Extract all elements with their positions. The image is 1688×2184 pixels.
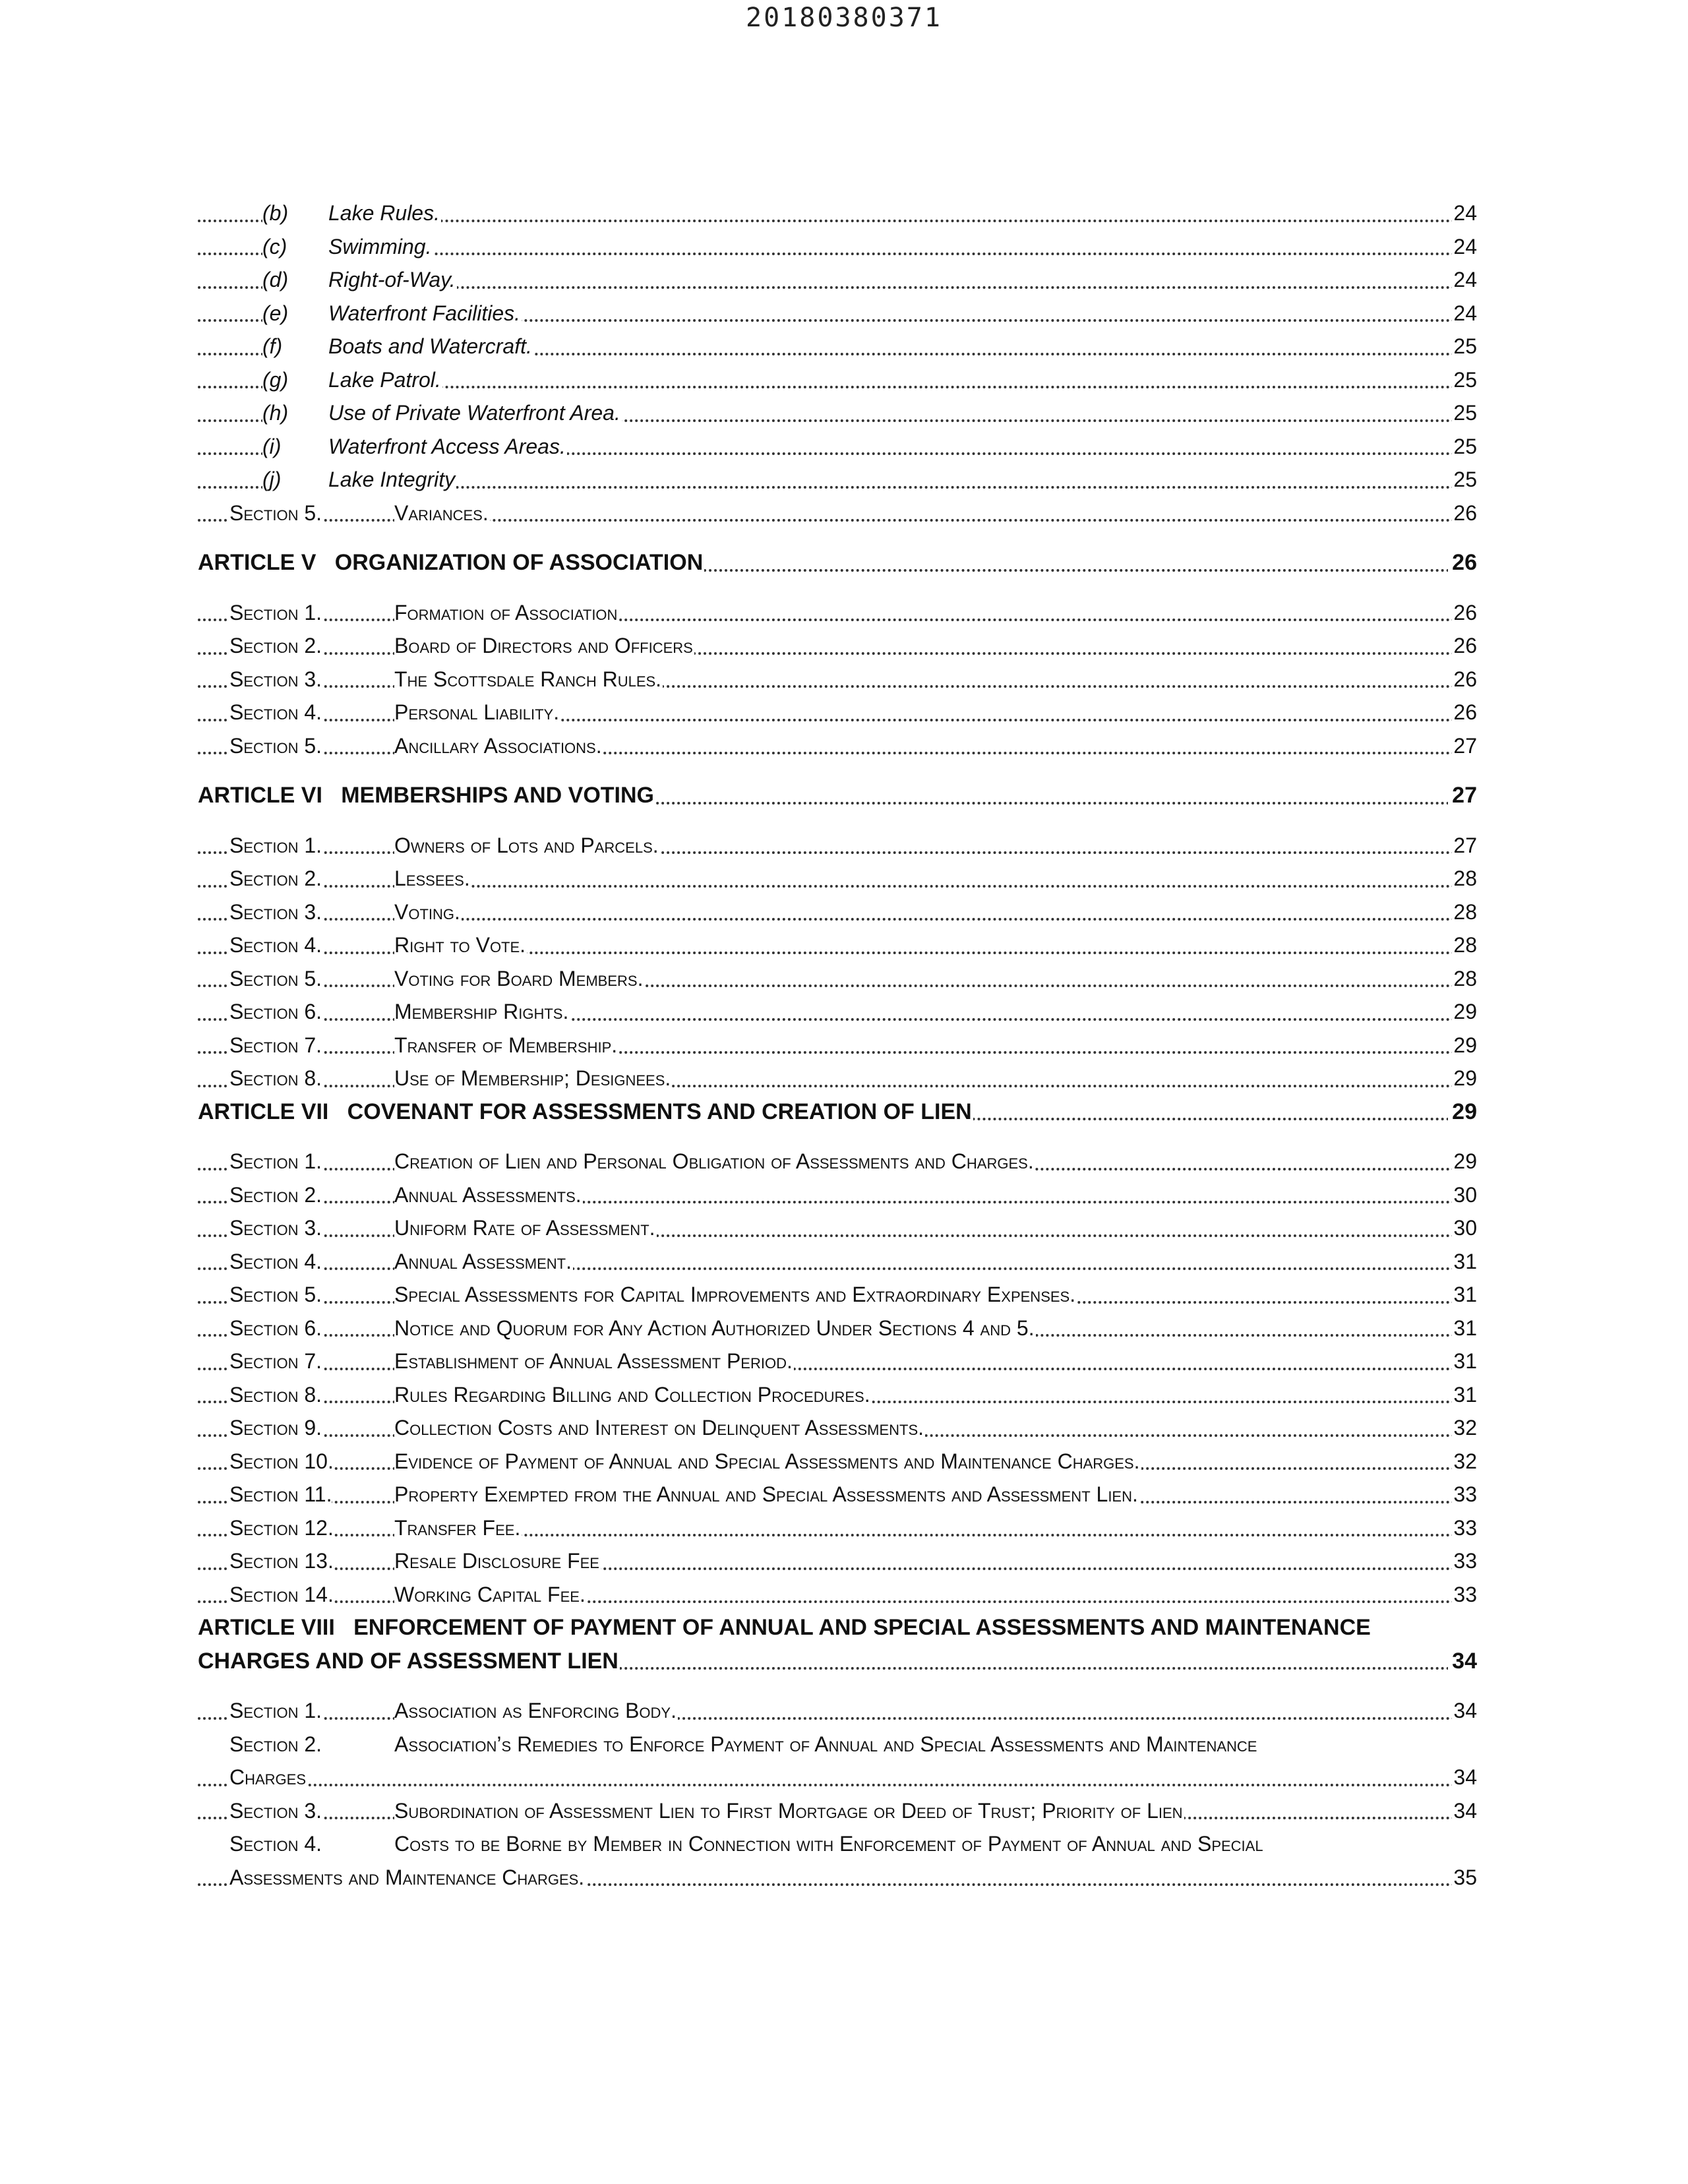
entry-page: 27 — [1452, 829, 1477, 862]
entry-title: Creation of Lien and Personal Obligation of Assessments and Charges. — [394, 1145, 1035, 1178]
dot-leader — [198, 1567, 1477, 1570]
entry-page: 35 — [1452, 1861, 1477, 1894]
entry-number: Section 1. — [229, 1694, 322, 1727]
dot-leader — [198, 519, 1477, 522]
article-page: 27 — [1448, 779, 1477, 812]
entry-title: Lessees. — [394, 862, 471, 895]
entry-number: Section 8. — [229, 1378, 322, 1411]
toc-entry[interactable] — [198, 1478, 1477, 1511]
dot-leader — [198, 685, 1477, 688]
entry-page: 31 — [1452, 1278, 1477, 1311]
toc-entry[interactable] — [198, 1245, 1477, 1279]
entry-number: Section 2. — [229, 629, 322, 662]
entry-page: 26 — [1452, 596, 1477, 629]
dot-leader — [198, 1267, 1477, 1270]
toc-entry[interactable] — [198, 663, 1477, 696]
dot-leader — [198, 652, 1477, 655]
entry-title-continued: Assessments and Maintenance Charges. — [229, 1861, 586, 1894]
entry-number: Section 5. — [229, 962, 322, 995]
dot-leader — [198, 1368, 1477, 1370]
dot-leader — [198, 851, 1477, 854]
entry-number: (c) — [262, 230, 328, 263]
entry-number: Section 4. — [229, 696, 322, 729]
entry-title: Rules Regarding Billing and Collection Procedures. — [394, 1378, 872, 1411]
entry-title: Membership Rights. — [394, 995, 570, 1028]
entry-title: Swimming. — [328, 230, 433, 263]
entry-title: The Scottsdale Ranch Rules. — [394, 663, 663, 696]
entry-title: Formation of Association — [394, 596, 618, 629]
toc-entry[interactable] — [198, 1029, 1477, 1062]
entry-title: Special Assessments for Capital Improvements and Extraordinary Expenses. — [394, 1278, 1077, 1311]
toc-entry-continuation[interactable] — [198, 1861, 1477, 1895]
dot-leader — [198, 619, 1477, 621]
entry-page: 29 — [1452, 1062, 1477, 1095]
entry-number: Section 11. — [229, 1478, 332, 1511]
entry-title: Personal Liability. — [394, 696, 560, 729]
entry-page: 26 — [1452, 663, 1477, 696]
entry-page: 29 — [1452, 1029, 1477, 1062]
entry-title: Association as Enforcing Body. — [394, 1694, 678, 1727]
entry-page: 34 — [1452, 1694, 1477, 1727]
entry-page: 25 — [1452, 430, 1477, 463]
entry-number: Section 4. — [229, 1245, 322, 1278]
dot-leader — [198, 1534, 1477, 1536]
toc-entry-first-line[interactable] — [198, 1827, 1477, 1861]
toc-entry[interactable] — [198, 1794, 1477, 1828]
entry-number: Section 8. — [229, 1062, 322, 1095]
entry-title: Property Exempted from the Annual and Special Assessments and Assessment Lien. — [394, 1478, 1139, 1511]
entry-number: Section 1. — [229, 829, 322, 862]
toc-entry[interactable] — [198, 1278, 1477, 1312]
dot-leader — [198, 1717, 1477, 1720]
entry-number: Section 2. — [229, 862, 322, 895]
toc-entry[interactable] — [198, 962, 1477, 996]
entry-number: Section 5. — [229, 729, 322, 762]
toc-entry-first-line[interactable] — [198, 1728, 1477, 1761]
toc-entry[interactable] — [198, 729, 1477, 763]
entry-number: Section 3. — [229, 663, 322, 696]
entry-page: 30 — [1452, 1211, 1477, 1244]
entry-page: 33 — [1452, 1544, 1477, 1577]
toc-entry-lake-integrity[interactable] — [198, 463, 1477, 497]
toc-article-vii[interactable] — [198, 1095, 1477, 1129]
entry-title: Voting for Board Members. — [394, 962, 644, 995]
dot-leader — [198, 752, 1477, 754]
entry-page: 29 — [1452, 995, 1477, 1028]
toc-entry-continuation[interactable] — [198, 1761, 1477, 1794]
toc-entry[interactable] — [198, 895, 1477, 929]
entry-page: 34 — [1452, 1794, 1477, 1827]
entry-title: Annual Assessments. — [394, 1178, 583, 1211]
entry-page: 31 — [1452, 1378, 1477, 1411]
entry-number: (d) — [262, 263, 328, 296]
entry-number: Section 3. — [229, 1211, 322, 1244]
entry-number: (b) — [262, 197, 328, 229]
entry-number: Section 14. — [229, 1578, 334, 1611]
document-number: 20180380371 — [746, 3, 942, 33]
entry-page: 32 — [1452, 1411, 1477, 1444]
entry-title: Right-of-Way. — [328, 263, 457, 296]
toc-entry-variances[interactable] — [198, 497, 1477, 530]
toc-article-v[interactable] — [198, 546, 1477, 580]
entry-title: Collection Costs and Interest on Delinquent Assessments. — [394, 1411, 925, 1444]
entry-page: 28 — [1452, 962, 1477, 995]
entry-page: 32 — [1452, 1445, 1477, 1478]
entry-title: Variances. — [394, 497, 490, 530]
entry-number: (i) — [262, 430, 328, 463]
toc-entry-right-of-way[interactable] — [198, 263, 1477, 297]
toc-entry[interactable] — [198, 1445, 1477, 1478]
toc-article-vi[interactable] — [198, 779, 1477, 812]
dot-leader — [198, 1018, 1477, 1021]
entry-number: Section 5. — [229, 1278, 322, 1311]
entry-page: 26 — [1452, 696, 1477, 729]
entry-title: Establishment of Annual Assessment Period. — [394, 1345, 794, 1378]
entry-page: 28 — [1452, 895, 1477, 928]
entry-title: Lake Rules. — [328, 197, 441, 229]
entry-number: (f) — [262, 330, 328, 363]
entry-page: 25 — [1452, 396, 1477, 429]
entry-title: Uniform Rate of Assessment. — [394, 1211, 657, 1244]
entry-number: Section 6. — [229, 995, 322, 1028]
entry-page: 25 — [1452, 330, 1477, 363]
article-title: CHARGES AND OF ASSESSMENT LIEN — [198, 1645, 620, 1678]
entry-title: Lake Integrity — [328, 463, 456, 496]
entry-number: (h) — [262, 396, 328, 429]
entry-title: Boats and Watercraft. — [328, 330, 533, 363]
dot-leader — [198, 952, 1477, 954]
dot-leader — [198, 719, 1477, 721]
entry-page: 34 — [1452, 1761, 1477, 1794]
entry-page: 30 — [1452, 1178, 1477, 1211]
dot-leader — [198, 985, 1477, 987]
toc-entry-boats-and-watercraft[interactable] — [198, 330, 1477, 363]
entry-page: 25 — [1452, 363, 1477, 396]
dot-leader — [198, 1201, 1477, 1203]
table-of-contents — [198, 197, 1477, 1894]
entry-title: Owners of Lots and Parcels. — [394, 829, 660, 862]
dot-leader — [198, 1085, 1477, 1087]
entry-page: 24 — [1452, 297, 1477, 330]
entry-page: 31 — [1452, 1245, 1477, 1278]
entry-page: 33 — [1452, 1578, 1477, 1611]
entry-number: Section 10. — [229, 1445, 334, 1478]
toc-entry[interactable] — [198, 862, 1477, 895]
toc-entry[interactable] — [198, 1345, 1477, 1378]
toc-entry[interactable] — [198, 829, 1477, 863]
entry-title: Right to Vote. — [394, 928, 527, 961]
entry-title: Resale Disclosure Fee — [394, 1544, 601, 1577]
entry-number: Section 1. — [229, 596, 322, 629]
entry-number: Section 7. — [229, 1029, 322, 1062]
entry-page: 24 — [1452, 263, 1477, 296]
entry-number: Section 7. — [229, 1345, 322, 1378]
dot-leader — [198, 1051, 1477, 1054]
entry-number: Section 9. — [229, 1411, 322, 1444]
entry-number: Section 4. — [229, 1832, 322, 1856]
toc-entry[interactable] — [198, 629, 1477, 663]
toc-entry[interactable] — [198, 1578, 1477, 1612]
entry-title: Waterfront Facilities. — [328, 297, 522, 330]
toc-entry-waterfront-access[interactable] — [198, 430, 1477, 464]
toc-entry-waterfront-facilities[interactable] — [198, 297, 1477, 330]
entry-page: 31 — [1452, 1345, 1477, 1378]
entry-title: Board of Directors and Officers — [394, 629, 694, 662]
article-page: 29 — [1448, 1095, 1477, 1128]
dot-leader — [198, 885, 1477, 888]
article-page: 26 — [1448, 546, 1477, 579]
toc-entry-private-waterfront[interactable] — [198, 396, 1477, 430]
entry-page: 33 — [1452, 1511, 1477, 1544]
article-title: ARTICLE VII COVENANT FOR ASSESSMENTS AND CREATION OF LIEN — [198, 1095, 973, 1128]
entry-page: 25 — [1452, 463, 1477, 496]
entry-title: Evidence of Payment of Annual and Special Assessments and Maintenance Charges. — [394, 1445, 1141, 1478]
toc-entry[interactable] — [198, 995, 1477, 1029]
entry-page: 26 — [1452, 629, 1477, 662]
toc-entry-lake-patrol[interactable] — [198, 363, 1477, 397]
entry-page: 24 — [1452, 230, 1477, 263]
article-title: ARTICLE VI MEMBERSHIPS AND VOTING — [198, 779, 655, 812]
entry-page: 26 — [1452, 497, 1477, 530]
toc-entry[interactable] — [198, 1211, 1477, 1245]
entry-number: Section 4. — [229, 928, 322, 961]
entry-number: Section 13. — [229, 1544, 334, 1577]
article-title: ARTICLE V ORGANIZATION OF ASSOCIATION — [198, 546, 704, 579]
toc-entry[interactable] — [198, 1544, 1477, 1578]
toc-entry[interactable] — [198, 1511, 1477, 1545]
article-page: 34 — [1448, 1645, 1477, 1678]
entry-page: 28 — [1452, 928, 1477, 961]
toc-entry-lake-rules[interactable] — [198, 197, 1477, 230]
entry-title: Subordination of Assessment Lien to First Mortgage or Deed of Trust; Priority of Lien — [394, 1794, 1184, 1827]
toc-entry[interactable] — [198, 696, 1477, 729]
toc-entry-swimming[interactable] — [198, 230, 1477, 264]
entry-title: Annual Assessment. — [394, 1245, 573, 1278]
toc-entry[interactable] — [198, 1178, 1477, 1212]
entry-title: Costs to be Borne by Member in Connection with Enforcement of Payment of Annual and Special — [394, 1832, 1263, 1856]
entry-title: Transfer Fee. — [394, 1511, 522, 1544]
dot-leader — [198, 918, 1477, 921]
entry-number: (e) — [262, 297, 328, 330]
entry-number: Section 12. — [229, 1511, 334, 1544]
entry-page: 31 — [1452, 1312, 1477, 1345]
toc-article-viii-title-line1: ARTICLE VIII ENFORCEMENT OF PAYMENT OF ANNUAL AND SPECIAL ASSESSMENTS AND MAINTENANCE — [198, 1615, 1371, 1640]
toc-entry[interactable] — [198, 596, 1477, 630]
toc-entry[interactable] — [198, 1062, 1477, 1095]
dot-leader — [198, 1600, 1477, 1603]
entry-number: Section 2. — [229, 1178, 322, 1211]
entry-number: (g) — [262, 363, 328, 396]
entry-number: Section 2. — [229, 1732, 322, 1756]
toc-entry[interactable] — [198, 1694, 1477, 1728]
entry-page: 24 — [1452, 197, 1477, 229]
entry-title: Use of Membership; Designees. — [394, 1062, 672, 1095]
dot-leader — [198, 1234, 1477, 1237]
entry-number: Section 5. — [229, 497, 322, 530]
entry-title: Transfer of Membership. — [394, 1029, 618, 1062]
entry-title: Waterfront Access Areas. — [328, 430, 567, 463]
entry-title: Working Capital Fee. — [394, 1578, 587, 1611]
entry-title: Notice and Quorum for Any Action Authorized Under Sections 4 and 5. — [394, 1312, 1036, 1345]
entry-title: Voting. — [394, 895, 462, 928]
entry-title: Lake Patrol. — [328, 363, 442, 396]
toc-entry[interactable] — [198, 1411, 1477, 1445]
entry-page: 28 — [1452, 862, 1477, 895]
entry-number: Section 1. — [229, 1145, 322, 1178]
entry-title: Ancillary Associations. — [394, 729, 603, 762]
toc-entry[interactable] — [198, 1378, 1477, 1412]
toc-entry[interactable] — [198, 928, 1477, 962]
entry-number: Section 3. — [229, 895, 322, 928]
entry-title: Association’s Remedies to Enforce Payment of Annual and Special Assessments and Maintenance — [394, 1732, 1257, 1756]
entry-title-continued: Charges — [229, 1761, 307, 1794]
toc-entry[interactable] — [198, 1145, 1477, 1178]
toc-entry[interactable] — [198, 1312, 1477, 1345]
entry-page: 33 — [1452, 1478, 1477, 1511]
dot-leader — [198, 1784, 1477, 1786]
toc-article-viii[interactable] — [198, 1645, 1477, 1678]
entry-number: Section 6. — [229, 1312, 322, 1345]
entry-page: 27 — [1452, 729, 1477, 762]
entry-number: (j) — [262, 463, 328, 496]
entry-number: Section 3. — [229, 1794, 322, 1827]
entry-title: Use of Private Waterfront Area. — [328, 396, 622, 429]
entry-page: 29 — [1452, 1145, 1477, 1178]
